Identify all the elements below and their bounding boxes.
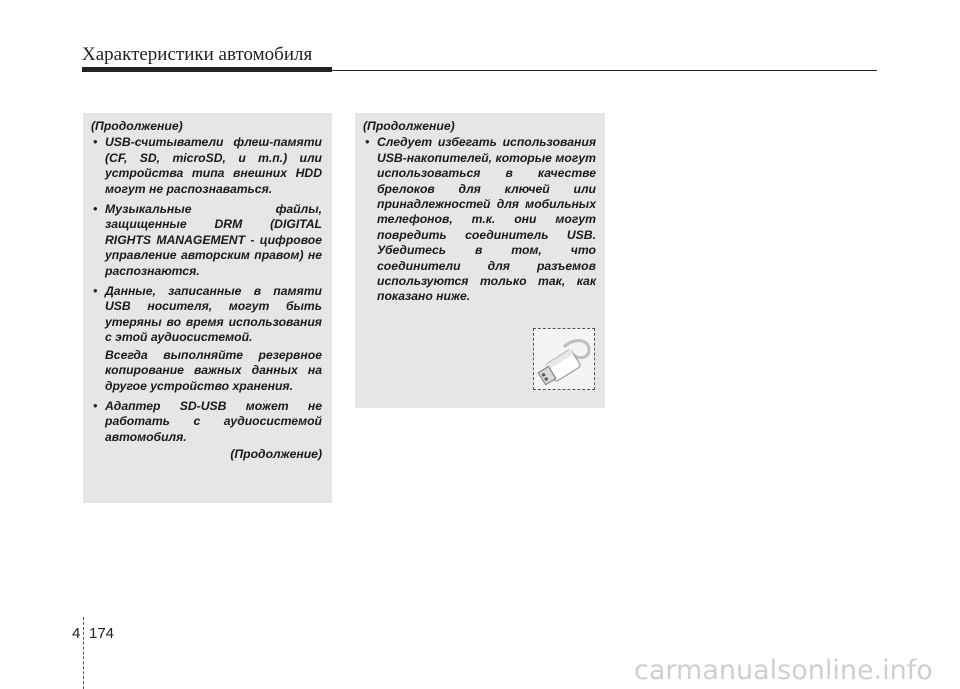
backup-note: Всегда выполняйте резервное копирование важных данных на другое устройство хранения. xyxy=(105,347,322,393)
watermark: carmanualsonline.info xyxy=(634,655,933,686)
list-item: • Следует избегать использования USB-накопителей, которые могут использоваться в качестве брелоков для ключей или принадлежностей для мобильных телефонов, т.к. они могут повредить соединитель USB. Убедитесь в том, что соединители для разъемов используются только так, как показано ниже. xyxy=(363,135,596,304)
list-item: • Адаптер SD-USB может не работать с аудиосистемой автомобиля. xyxy=(91,399,322,445)
bullet-list xyxy=(363,135,596,304)
chapter-number: 4 xyxy=(72,625,81,642)
list-item: • Данные, записанные в памяти USB носителя, могут быть утеряны во время использования с этой аудиосистемой. xyxy=(91,284,322,346)
bullet-list-continued xyxy=(91,399,322,445)
list-item: • Музыкальные файлы, защищенные DRM (DIGITAL RIGHTS MANAGEMENT - цифровое управление авторским правом) не распознаются. xyxy=(91,202,322,279)
continued-label-bottom: (Продолжение) xyxy=(230,447,322,462)
header-rule-accent xyxy=(82,67,332,72)
page-header-title: Характеристики автомобиля xyxy=(82,44,313,65)
list-item: • USB-считыватели флеш-памяти (CF, SD, microSD, и т.п.) или устройства типа внешних HDD могут не распознаваться. xyxy=(91,135,322,197)
footer-divider xyxy=(83,617,84,689)
page-number: 174 xyxy=(89,625,115,642)
continued-label-top: (Продолжение) xyxy=(363,119,455,133)
continued-label-top: (Продолжение) xyxy=(91,119,183,133)
bullet-list xyxy=(91,135,322,345)
usb-flash-drive-icon xyxy=(533,328,595,390)
usb-drive-illustration xyxy=(534,329,594,389)
caution-panel-left xyxy=(83,113,332,503)
